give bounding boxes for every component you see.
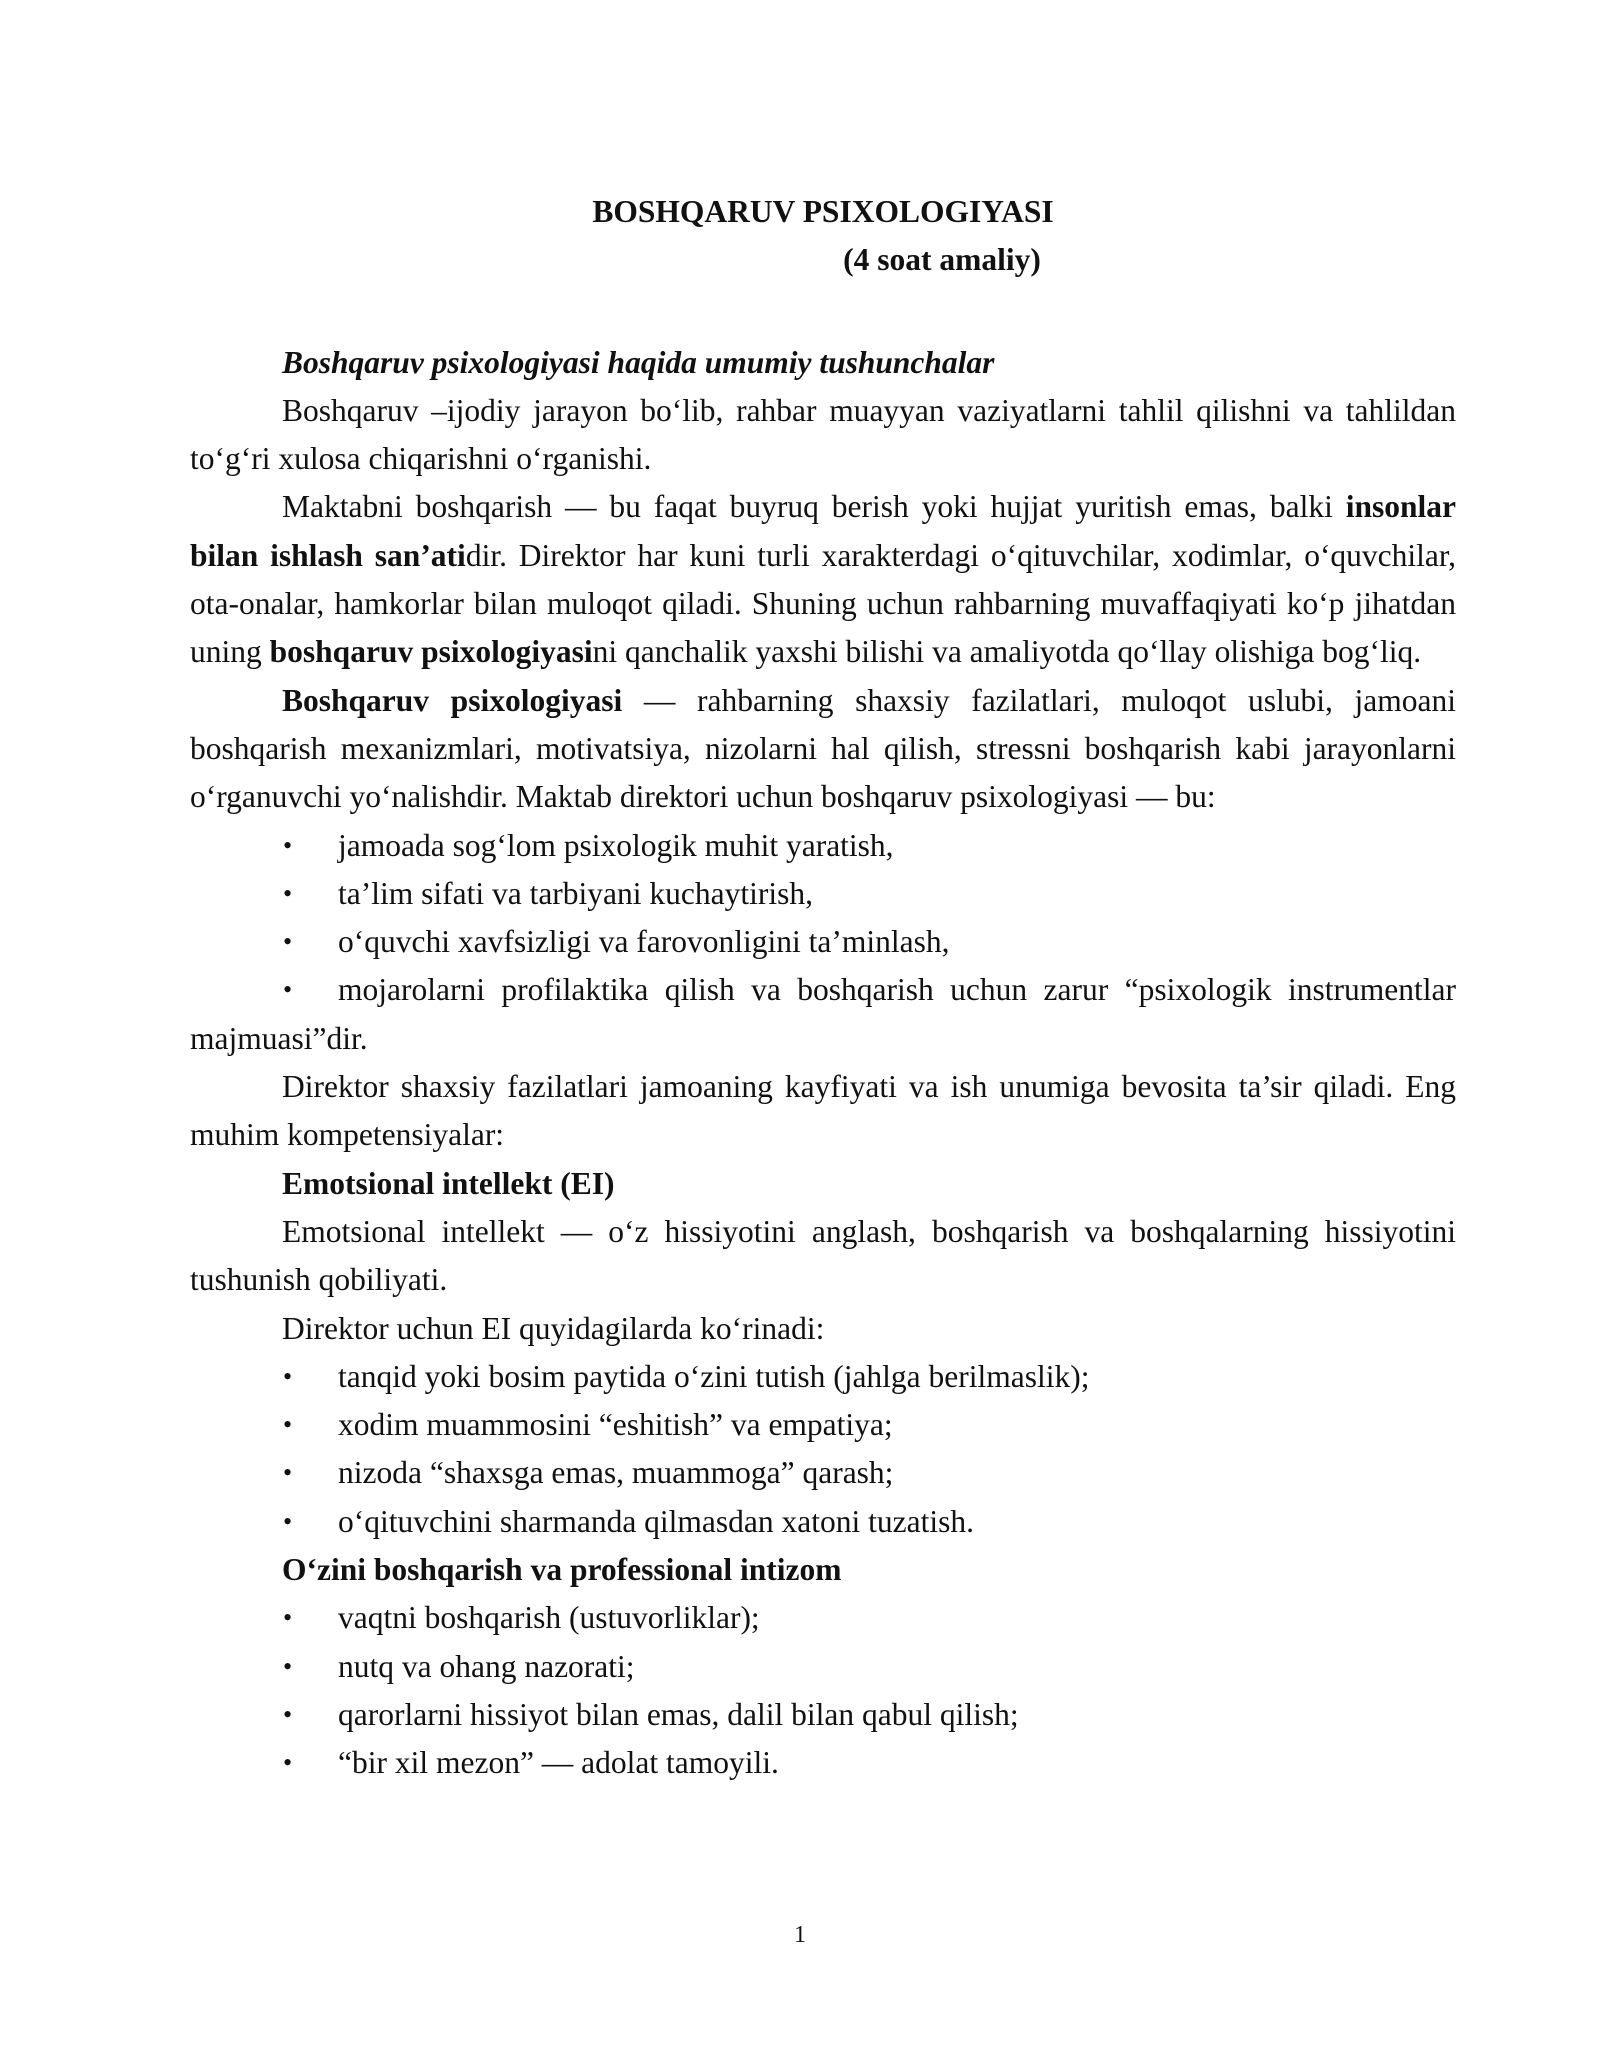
bullet-list-1 (190, 822, 1456, 1063)
paragraph-2-bold-a: insonlar bilan ishlash san’ati (190, 489, 1456, 573)
list-item-text: vaqtni boshqarish (ustuvorliklar); (338, 1600, 760, 1636)
bullet-icon: • (283, 830, 293, 860)
paragraph-2-text-c: dir. Direktor har kuni turli xarakterdagi o‘qituvchilar, xodimlar, o‘quvchilar, ota-onalar, hamkorlar bilan muloqot qiladi. Shuning uchun rahbarning muvaffaqiyati ko‘p jihatdan uning (190, 537, 1457, 670)
list-item (190, 1401, 1456, 1449)
bullet-icon: • (283, 1748, 293, 1778)
bullet-icon: • (283, 1603, 293, 1633)
list-item (190, 1353, 1456, 1401)
list-item (190, 1498, 1456, 1546)
list-item-text: tanqid yoki bosim paytida o‘zini tutish (jahlga berilmaslik); (338, 1358, 1090, 1394)
list-item-text: o‘quvchi xavfsizligi va farovonligini ta’minlash, (338, 924, 950, 960)
list-item-text: nizoda “shaxsga emas, muammoga” qarash; (338, 1455, 894, 1491)
paragraph-5: Emotsional intellekt — o‘z hissiyotini anglash, boshqarish va boshqalarning hissiyotini tushunish qobiliyati. (190, 1213, 1456, 1298)
list-item (190, 822, 1456, 870)
bullet-icon: • (283, 975, 293, 1005)
paragraph-3 (190, 677, 1456, 822)
bullet-list-2 (190, 1353, 1456, 1546)
spacer (190, 285, 1456, 339)
heading-emotional-intelligence: Emotsional intellekt (EI) (282, 1165, 615, 1201)
paragraph-1: Boshqaruv –ijodiy jarayon bo‘lib, rahbar muayyan vaziyatlarni tahlil qilishni va tahlildan to‘g‘ri xulosa chiqarishni o‘rganishi. (190, 392, 1456, 477)
bullet-icon: • (283, 1699, 293, 1729)
bullet-list-3 (190, 1594, 1456, 1787)
section-heading: Boshqaruv psixologiyasi haqida umumiy tushunchalar (282, 344, 995, 380)
paragraph-2-text-e: ni qanchalik yaxshi bilishi va amaliyotda qo‘llay olishiga bog‘liq. (592, 634, 1422, 670)
paragraph-6: Direktor uchun EI quyidagilarda ko‘rinadi: (282, 1310, 825, 1346)
paragraph-3-text: — rahbarning shaxsiy fazilatlari, muloqot uslubi, jamoani boshqarish mexanizmlari, motivatsiya, nizolarni hal qilish, stressni boshqarish kabi jarayonlarni o‘rganuvchi yo‘nalishdir. Maktab direktori uchun boshqaruv psixologiyasi — bu: (190, 682, 1456, 815)
list-item (190, 1594, 1456, 1642)
list-item (190, 1449, 1456, 1497)
bullet-icon: • (283, 1410, 293, 1440)
list-item-text: qarorlarni hissiyot bilan emas, dalil bilan qabul qilish; (338, 1696, 1019, 1732)
list-item (190, 1691, 1456, 1739)
list-item (190, 1643, 1456, 1691)
document-title: BOSHQARUV PSIXOLOGIYASI (592, 194, 1054, 229)
bullet-icon: • (283, 1458, 293, 1488)
list-item-text: “bir xil mezon” — adolat tamoyili. (338, 1745, 779, 1781)
bullet-icon: • (283, 927, 293, 957)
list-item-text: o‘qituvchini sharmanda qilmasdan xatoni tuzatish. (338, 1503, 974, 1539)
list-item-text: nutq va ohang nazorati; (338, 1648, 635, 1684)
paragraph-3-bold: Boshqaruv psixologiyasi (282, 682, 623, 718)
paragraph-2-bold-b: boshqaruv psixologiyasi (269, 634, 593, 670)
bullet-icon: • (283, 1506, 293, 1536)
list-item (190, 918, 1456, 966)
list-item-text: ta’lim sifati va tarbiyani kuchaytirish, (338, 875, 813, 911)
list-item (190, 1739, 1456, 1787)
page-content (190, 188, 1456, 1788)
list-item-text: mojarolarni profilaktika qilish va boshqarish uchun zarur “psixologik instrumentlar majmuasi”dir. (190, 972, 1456, 1056)
paragraph-2 (190, 483, 1456, 676)
list-item-text: jamoada sog‘lom psixologik muhit yaratish, (338, 827, 894, 863)
bullet-icon: • (283, 878, 293, 908)
paragraph-4: Direktor shaxsiy fazilatlari jamoaning kayfiyati va ish unumiga bevosita ta’sir qiladi. Eng muhim kompetensiyalar: (190, 1069, 1456, 1153)
bullet-icon: • (283, 1361, 293, 1391)
list-item (190, 966, 1456, 1063)
page-number: 1 (794, 1922, 806, 1948)
paragraph-2-text-a: Maktabni boshqarish — bu faqat buyruq berish yoki hujjat yuritish emas, balki (282, 489, 1346, 525)
document-subtitle: (4 soat amaliy) (843, 242, 1041, 278)
heading-self-management: O‘zini boshqarish va professional intizom (282, 1552, 842, 1588)
bullet-icon: • (283, 1651, 293, 1681)
list-item (190, 870, 1456, 918)
list-item-text: xodim muammosini “eshitish” va empatiya; (338, 1407, 893, 1443)
